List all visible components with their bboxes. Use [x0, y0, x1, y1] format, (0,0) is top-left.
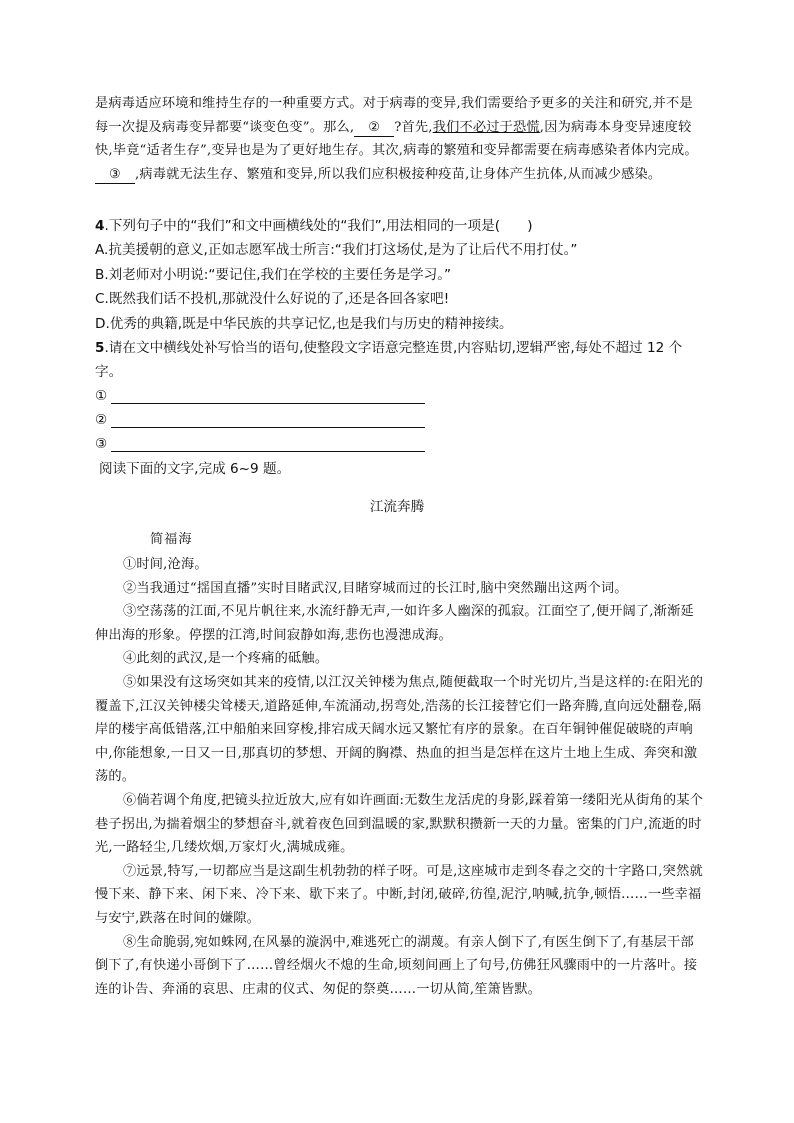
passage-top: [95, 92, 705, 186]
question-stem: .请在文中横线处补写恰当的语句,使整段文字语意完整连贯,内容贴切,逻辑严密,每处不超过 12 个字。: [95, 340, 683, 381]
question-number: 5: [95, 340, 105, 356]
answer-line-1[interactable]: [95, 386, 425, 406]
article-paragraph: ⑧生命脆弱,宛如蛛网,在风暴的漩涡中,难逃死亡的湖蔑。有亲人倒下了,有医生倒下了,有基层干部倒下了,有快递小哥倒下了……曾经烟火不熄的生命,顷刻间画上了句号,仿佛狂风骤雨中的一片落叶。接连的讣告、奔涌的哀思、庄肃的仪式、匆促的祭奠……一切从简,笙箫皆默。: [95, 934, 698, 997]
passage-text: 是病毒适应环境和维持生存的一种重要方式。对于病毒的变异,我们需要给予更多的关注和研究,并不是每一次提及病毒变异都要“谈变色变”。那么,: [95, 96, 693, 135]
question-5: [95, 336, 705, 385]
passage-text: ,病毒就无法生存、繁殖和变异,所以我们应积极接种疫苗,让身体产生抗体,从而减少感染。: [135, 166, 662, 182]
answer-line-3[interactable]: [95, 434, 425, 454]
blank-3: ③: [95, 167, 135, 184]
option-d[interactable]: D.优秀的典籍,既是中华民族的共享记忆,也是我们与历史的精神接续。: [95, 315, 513, 332]
article-paragraph: ⑤如果没有这场突如其来的疫情,以江汉关钟楼为焦点,随便截取一个时光切片,当是这样的:在阳光的覆盖下,江汉关钟楼尖耸楼天,道路延伸,车流涌动,拐弯处,浩荡的长江接替它们一路奔腾,直向远处翻卷,隔岸的楼宇高低错落,江中船舶来回穿梭,排宕成天阔水远又繁忙有序的景象。在百年铜钟催促破晓的声响中,你能想象,一日又一日,那真切的梦想、开阔的胸襟、热血的担当是怎样在这片土地上生成、奔突和激荡的。: [95, 674, 704, 785]
question-stem: .下列句子中的“我们”和文中画横线处的“我们”,用法相同的一项是( ): [104, 218, 533, 234]
answer-label: ①: [95, 388, 108, 404]
answer-underline: [111, 451, 425, 452]
article-author: 简福海: [150, 532, 193, 547]
question-4: [95, 214, 705, 336]
reading-instruction: 阅读下面的文字,完成 6~9 题。: [99, 461, 291, 477]
passage-text: ,因为病毒本身变异速度较快,毕竟“适者生存”,变异也是为了更好地生存。其次,病毒的繁殖和变异都需要在病毒感染者体内完成。: [95, 119, 698, 159]
article-paragraph: ③空荡荡的江面,不见片帆往来,水流纡静无声,一如许多人幽深的孤寂。江面空了,便开阔了,渐渐延伸出海的形象。停摆的江湾,时间寂静如海,悲伤也漫漶成海。: [95, 604, 694, 643]
option-c[interactable]: C.既然我们话不投机,那就没什么好说的了,还是各回各家吧!: [95, 291, 450, 308]
article-body: [95, 553, 705, 1001]
article-paragraph: ①时间,沧海。: [123, 557, 208, 572]
article-paragraph: ⑦远景,特写,一切都应当是这副生机勃勃的样子呀。可是,这座城市走到冬春之交的十字路口,突然就慢下来、静下来、闲下来、冷下来、歇下来了。中断,封闭,破碎,彷徨,泥泞,呐喊,抗争,顿悟……一些幸福与安宁,跌落在时间的嫌隙。: [95, 863, 703, 926]
article-paragraph: ②当我通过“揺国直播”实时目睹武汉,目睹穿城而过的长江时,脑中突然蹦出这两个词。: [123, 580, 628, 596]
answer-label: ③: [95, 436, 108, 452]
article-paragraph: ④此刻的武汉,是一个疼痛的砥触。: [123, 651, 329, 667]
article-title: 江流奔腾: [369, 499, 425, 515]
answer-line-2[interactable]: [95, 410, 425, 430]
underlined-phrase: 我们不必过于恐慌: [432, 119, 540, 135]
article-paragraph: ⑥倘若调个角度,把镜头拉近放大,应有如许画面:无数生龙活虎的身影,踩着第一缕阳光从街角的某个巷子拐出,为揣着烟尘的梦想奋斗,就着夜色回到温暖的家,默默积攒新一天的力量。密集的门户,流逝的时光,一路轻尘,几缕炊烟,万家灯火,满城成雍。: [95, 792, 704, 856]
option-a[interactable]: A.抗美援朝的意义,正如志愿军战士所言:“我们打这场仗,是为了让后代不用打仗。”: [95, 242, 578, 259]
passage-text: ?首先,: [394, 119, 433, 135]
answer-underline: [111, 427, 425, 428]
answer-underline: [111, 403, 425, 404]
blank-2: ②: [354, 120, 394, 137]
option-b[interactable]: B.刘老师对小明说:“要记住,我们在学校的主要任务是学习。”: [95, 266, 452, 283]
answer-label: ②: [95, 412, 108, 428]
question-number: 4: [95, 218, 105, 234]
